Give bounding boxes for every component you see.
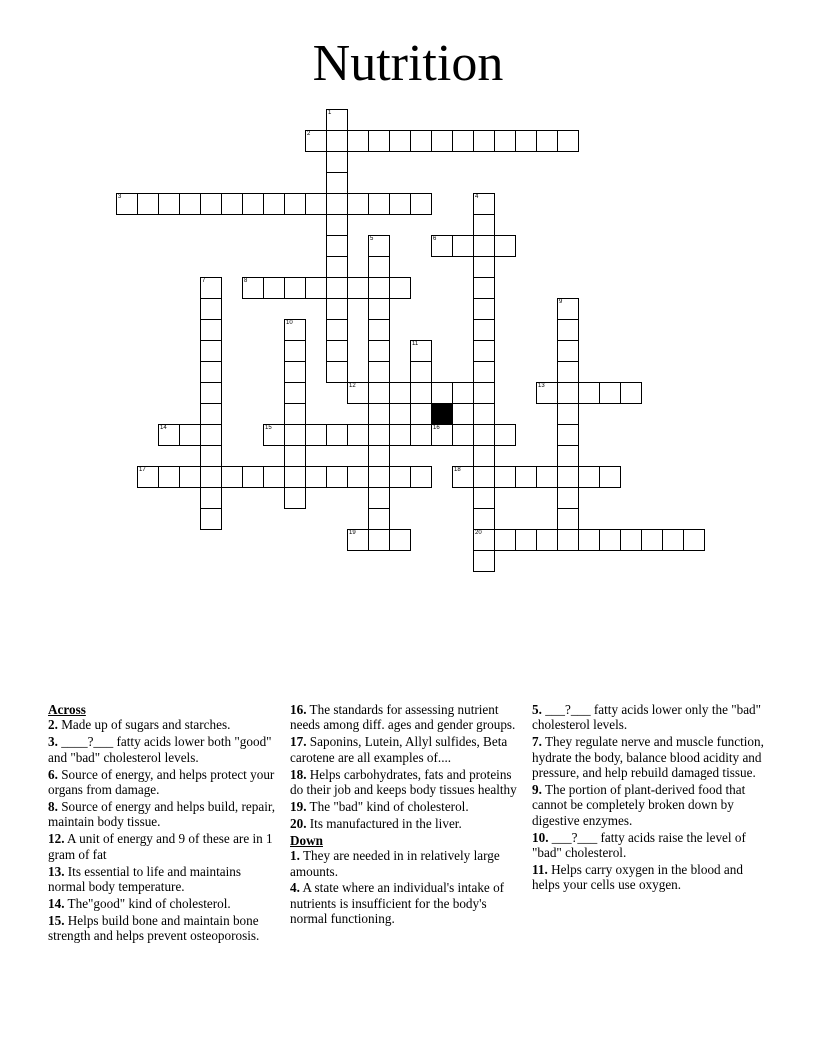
grid-cell[interactable] bbox=[389, 529, 411, 551]
grid-cell[interactable] bbox=[368, 361, 390, 383]
clue-number-17: 17 bbox=[139, 467, 146, 473]
grid-cell[interactable] bbox=[620, 529, 642, 551]
grid-cell[interactable] bbox=[536, 382, 558, 404]
grid-cell[interactable] bbox=[473, 340, 495, 362]
grid-cell[interactable] bbox=[620, 382, 642, 404]
grid-cell[interactable] bbox=[368, 424, 390, 446]
grid-cell[interactable] bbox=[284, 403, 306, 425]
clue-text: Made up of sugars and starches. bbox=[57, 717, 231, 733]
grid-cell[interactable] bbox=[473, 529, 495, 551]
grid-cell[interactable] bbox=[557, 361, 579, 383]
grid-cell[interactable] bbox=[410, 193, 432, 215]
grid-cell[interactable] bbox=[200, 340, 222, 362]
clue-text: The"good" kind of cholesterol. bbox=[64, 895, 231, 911]
grid-cell[interactable] bbox=[242, 277, 264, 299]
grid-cell[interactable] bbox=[494, 466, 516, 488]
clue-number: 19. bbox=[290, 798, 307, 814]
grid-cell[interactable] bbox=[389, 130, 411, 152]
clue-number-5: 5 bbox=[370, 236, 374, 242]
clue-text: The portion of plant-derived food that cannot be completely broken down by digestive enzymes. bbox=[532, 782, 746, 828]
grid-cell[interactable] bbox=[494, 424, 516, 446]
clue-number: 6. bbox=[48, 766, 58, 782]
grid-cell[interactable] bbox=[473, 550, 495, 572]
grid-cell[interactable] bbox=[473, 466, 495, 488]
clue-number: 1. bbox=[290, 848, 300, 864]
clue-number-10: 10 bbox=[286, 320, 293, 326]
grid-cell[interactable] bbox=[200, 382, 222, 404]
clue-text: Saponins, Lutein, Allyl sulfides, Beta carotene are all examples of.... bbox=[290, 734, 508, 765]
down-clue-4 bbox=[290, 880, 522, 926]
grid-cell[interactable] bbox=[284, 445, 306, 467]
clue-number-15: 15 bbox=[265, 425, 272, 431]
across-clue-6 bbox=[48, 767, 280, 798]
grid-cell[interactable] bbox=[305, 424, 327, 446]
clue-number-9: 9 bbox=[559, 299, 563, 305]
grid-cell[interactable] bbox=[473, 193, 495, 215]
grid-cell[interactable] bbox=[473, 214, 495, 236]
grid-cell[interactable] bbox=[347, 193, 369, 215]
grid-cell[interactable] bbox=[641, 529, 663, 551]
grid-cell[interactable] bbox=[410, 424, 432, 446]
grid-cell[interactable] bbox=[473, 445, 495, 467]
grid-cell[interactable] bbox=[599, 529, 621, 551]
clue-number: 12. bbox=[48, 831, 65, 847]
down-clue-list bbox=[290, 848, 522, 927]
across-clue-list-continued bbox=[290, 702, 522, 831]
clue-number: 9. bbox=[532, 782, 542, 798]
grid-cell[interactable] bbox=[536, 130, 558, 152]
clue-number: 11. bbox=[532, 862, 548, 878]
grid-cell[interactable] bbox=[242, 466, 264, 488]
grid-cell[interactable] bbox=[452, 424, 474, 446]
grid-cell[interactable] bbox=[200, 277, 222, 299]
grid-cell[interactable] bbox=[473, 319, 495, 341]
down-clue-9 bbox=[532, 782, 768, 828]
grid-cell[interactable] bbox=[221, 466, 243, 488]
grid-cell[interactable] bbox=[326, 319, 348, 341]
grid-cell[interactable] bbox=[431, 382, 453, 404]
clue-text: The standards for assessing nutrient needs among diff. ages and gender groups. bbox=[290, 702, 516, 733]
grid-cell[interactable] bbox=[263, 466, 285, 488]
grid-cell[interactable] bbox=[473, 403, 495, 425]
grid-cell[interactable] bbox=[368, 193, 390, 215]
grid-cell[interactable] bbox=[263, 277, 285, 299]
grid-cell[interactable] bbox=[368, 445, 390, 467]
grid-cell[interactable] bbox=[200, 466, 222, 488]
clue-text: The "bad" kind of cholesterol. bbox=[306, 798, 469, 814]
across-clue-18 bbox=[290, 767, 522, 798]
grid-cell[interactable] bbox=[305, 277, 327, 299]
grid-cell[interactable] bbox=[326, 109, 348, 131]
grid-cell[interactable] bbox=[347, 130, 369, 152]
grid-cell[interactable] bbox=[305, 130, 327, 152]
grid-cell[interactable] bbox=[452, 382, 474, 404]
grid-cell[interactable] bbox=[368, 529, 390, 551]
across-clue-17 bbox=[290, 734, 522, 765]
clue-number: 15. bbox=[48, 912, 65, 928]
grid-cell[interactable] bbox=[179, 466, 201, 488]
grid-cell[interactable] bbox=[389, 193, 411, 215]
clue-text: A unit of energy and 9 of these are in 1 gram of fat bbox=[48, 831, 273, 862]
down-clue-list-continued bbox=[532, 702, 768, 893]
grid-cell[interactable] bbox=[494, 130, 516, 152]
grid-cell[interactable] bbox=[410, 466, 432, 488]
grid-cell[interactable] bbox=[683, 529, 705, 551]
grid-cell[interactable] bbox=[326, 172, 348, 194]
clue-text: Helps build bone and maintain bone strength and helps prevent osteoporosis. bbox=[48, 912, 260, 944]
clue-text: ___?___ fatty acids raise the level of "bad" cholesterol. bbox=[532, 829, 746, 861]
grid-cell[interactable] bbox=[536, 529, 558, 551]
grid-cell[interactable] bbox=[200, 403, 222, 425]
across-clue-16 bbox=[290, 702, 522, 733]
grid-cell[interactable] bbox=[326, 277, 348, 299]
grid-cell[interactable] bbox=[578, 466, 600, 488]
grid-cell[interactable] bbox=[179, 424, 201, 446]
grid-cell[interactable] bbox=[368, 277, 390, 299]
grid-cell[interactable] bbox=[326, 256, 348, 278]
grid-cell[interactable] bbox=[347, 529, 369, 551]
grid-cell[interactable] bbox=[494, 235, 516, 257]
grid-cell[interactable] bbox=[368, 487, 390, 509]
clue-number-6: 6 bbox=[433, 236, 437, 242]
grid-cell[interactable] bbox=[158, 193, 180, 215]
clue-number: 8. bbox=[48, 798, 58, 814]
across-clue-19 bbox=[290, 799, 522, 814]
grid-cell[interactable] bbox=[368, 382, 390, 404]
grid-cell[interactable] bbox=[305, 193, 327, 215]
grid-cell[interactable] bbox=[536, 466, 558, 488]
grid-cell[interactable] bbox=[515, 130, 537, 152]
across-clue-14 bbox=[48, 896, 280, 911]
grid-cell[interactable] bbox=[599, 466, 621, 488]
grid-cell[interactable] bbox=[179, 193, 201, 215]
grid-cell[interactable] bbox=[200, 193, 222, 215]
down-clue-11 bbox=[532, 862, 768, 893]
page-title: Nutrition bbox=[312, 35, 504, 92]
grid-cell[interactable] bbox=[347, 466, 369, 488]
grid-cell[interactable] bbox=[368, 319, 390, 341]
grid-cell[interactable] bbox=[368, 235, 390, 257]
grid-cell[interactable] bbox=[326, 340, 348, 362]
clue-number: 16. bbox=[290, 702, 307, 717]
clue-text: They regulate nerve and muscle function, hydrate the body, balance blood acidity and pressure, and help rebuild damaged tissue. bbox=[532, 734, 764, 781]
clue-number: 18. bbox=[290, 766, 307, 782]
clue-text: Its manufactured in the liver. bbox=[306, 815, 462, 831]
grid-cell[interactable] bbox=[137, 466, 159, 488]
grid-cell[interactable] bbox=[242, 193, 264, 215]
grid-cell[interactable] bbox=[347, 424, 369, 446]
grid-cell[interactable] bbox=[368, 466, 390, 488]
grid-cell[interactable] bbox=[347, 382, 369, 404]
grid-cell[interactable] bbox=[557, 403, 579, 425]
grid-cell[interactable] bbox=[557, 466, 579, 488]
clue-text: A state where an individual's intake of nutrients is insufficient for the body's normal functioning. bbox=[290, 880, 505, 927]
grid-cell[interactable] bbox=[389, 382, 411, 404]
down-clue-10 bbox=[532, 830, 768, 861]
grid-cell[interactable] bbox=[473, 508, 495, 530]
grid-cell[interactable] bbox=[557, 298, 579, 320]
grid-cell[interactable] bbox=[473, 256, 495, 278]
clue-number: 13. bbox=[48, 863, 65, 879]
clue-number-14: 14 bbox=[160, 425, 167, 431]
grid-cell[interactable] bbox=[347, 277, 369, 299]
clue-text: Source of energy, and helps protect your organs from damage. bbox=[48, 766, 275, 798]
grid-cell[interactable] bbox=[452, 466, 474, 488]
clues-column-2 bbox=[290, 702, 522, 928]
clue-text: Helps carry oxygen in the blood and helps your cells use oxygen. bbox=[532, 862, 743, 893]
grid-cell[interactable] bbox=[473, 361, 495, 383]
grid-cell[interactable] bbox=[368, 298, 390, 320]
grid-cell[interactable] bbox=[389, 424, 411, 446]
down-clue-1 bbox=[290, 848, 522, 879]
grid-cell[interactable] bbox=[452, 235, 474, 257]
grid-cell[interactable] bbox=[515, 529, 537, 551]
grid-cell[interactable] bbox=[557, 130, 579, 152]
grid-cell[interactable] bbox=[389, 277, 411, 299]
grid-cell[interactable] bbox=[557, 319, 579, 341]
grid-cell[interactable] bbox=[473, 424, 495, 446]
grid-cell[interactable] bbox=[473, 382, 495, 404]
grid-cell[interactable] bbox=[326, 193, 348, 215]
grid-cell[interactable] bbox=[158, 424, 180, 446]
grid-cell[interactable] bbox=[557, 529, 579, 551]
across-clue-15 bbox=[48, 913, 280, 944]
grid-cell[interactable] bbox=[557, 445, 579, 467]
grid-cell[interactable] bbox=[368, 508, 390, 530]
across-clue-list bbox=[48, 717, 280, 943]
grid-cell[interactable] bbox=[326, 214, 348, 236]
clues-column-1 bbox=[48, 702, 280, 945]
clue-number-7: 7 bbox=[202, 278, 206, 284]
clue-number-8: 8 bbox=[244, 278, 248, 284]
black-square bbox=[431, 403, 453, 425]
grid-cell[interactable] bbox=[557, 424, 579, 446]
clue-number: 5. bbox=[532, 702, 542, 717]
clue-number: 17. bbox=[290, 734, 307, 750]
clue-number-16: 16 bbox=[433, 425, 440, 431]
grid-cell[interactable] bbox=[284, 340, 306, 362]
grid-cell[interactable] bbox=[368, 256, 390, 278]
grid-cell[interactable] bbox=[389, 466, 411, 488]
across-clue-3 bbox=[48, 734, 280, 765]
grid-cell[interactable] bbox=[599, 382, 621, 404]
grid-cell[interactable] bbox=[473, 277, 495, 299]
grid-cell[interactable] bbox=[662, 529, 684, 551]
grid-cell[interactable] bbox=[410, 130, 432, 152]
clue-number-12: 12 bbox=[349, 383, 356, 389]
grid-cell[interactable] bbox=[200, 445, 222, 467]
grid-cell[interactable] bbox=[557, 508, 579, 530]
clue-number-3: 3 bbox=[118, 194, 122, 200]
grid-cell[interactable] bbox=[284, 424, 306, 446]
grid-cell[interactable] bbox=[557, 340, 579, 362]
grid-cell[interactable] bbox=[578, 382, 600, 404]
clue-number-2: 2 bbox=[307, 131, 311, 137]
clue-number: 20. bbox=[290, 815, 307, 831]
across-clue-8 bbox=[48, 799, 280, 830]
clue-number: 10. bbox=[532, 829, 549, 845]
across-clue-2 bbox=[48, 717, 280, 732]
clue-text: Helps carbohydrates, fats and proteins do their job and keeps body tissues healthy bbox=[290, 766, 517, 798]
clue-text: They are needed in in relatively large amounts. bbox=[290, 848, 500, 879]
grid-cell[interactable] bbox=[200, 319, 222, 341]
grid-cell[interactable] bbox=[473, 235, 495, 257]
grid-cell[interactable] bbox=[284, 277, 306, 299]
grid-cell[interactable] bbox=[284, 319, 306, 341]
grid-cell[interactable] bbox=[473, 487, 495, 509]
grid-cell[interactable] bbox=[326, 151, 348, 173]
across-clue-13 bbox=[48, 864, 280, 895]
grid-cell[interactable] bbox=[410, 340, 432, 362]
grid-cell[interactable] bbox=[284, 382, 306, 404]
clue-number-19: 19 bbox=[349, 530, 356, 536]
clue-text: ___?___ fatty acids lower only the "bad" cholesterol levels. bbox=[532, 702, 762, 733]
grid-cell[interactable] bbox=[431, 235, 453, 257]
grid-cell[interactable] bbox=[221, 193, 243, 215]
grid-cell[interactable] bbox=[431, 130, 453, 152]
grid-cell[interactable] bbox=[578, 529, 600, 551]
grid-cell[interactable] bbox=[200, 424, 222, 446]
clue-number: 14. bbox=[48, 895, 65, 911]
clue-number-11: 11 bbox=[412, 341, 419, 347]
grid-cell[interactable] bbox=[410, 361, 432, 383]
grid-cell[interactable] bbox=[557, 382, 579, 404]
across-clue-12 bbox=[48, 831, 280, 862]
grid-cell[interactable] bbox=[515, 466, 537, 488]
grid-cell[interactable] bbox=[557, 487, 579, 509]
grid-cell[interactable] bbox=[200, 508, 222, 530]
grid-cell[interactable] bbox=[494, 529, 516, 551]
grid-cell[interactable] bbox=[368, 340, 390, 362]
clue-number-20: 20 bbox=[475, 530, 482, 536]
clue-number: 2. bbox=[48, 717, 58, 733]
grid-cell[interactable] bbox=[410, 403, 432, 425]
clue-number-1: 1 bbox=[328, 110, 332, 116]
across-header: Across bbox=[48, 702, 86, 717]
grid-cell[interactable] bbox=[431, 424, 453, 446]
grid-cell[interactable] bbox=[284, 193, 306, 215]
grid-cell[interactable] bbox=[200, 298, 222, 320]
clues-column-3 bbox=[532, 702, 768, 894]
down-header: Down bbox=[290, 832, 323, 848]
grid-cell[interactable] bbox=[284, 487, 306, 509]
clue-number: 3. bbox=[48, 734, 58, 750]
grid-cell[interactable] bbox=[452, 130, 474, 152]
grid-cell[interactable] bbox=[305, 466, 327, 488]
clue-number-18: 18 bbox=[454, 467, 461, 473]
grid-cell[interactable] bbox=[368, 403, 390, 425]
grid-cell[interactable] bbox=[137, 193, 159, 215]
grid-cell[interactable] bbox=[326, 298, 348, 320]
down-clue-5 bbox=[532, 702, 768, 733]
grid-cell[interactable] bbox=[473, 130, 495, 152]
grid-cell[interactable] bbox=[284, 466, 306, 488]
grid-cell[interactable] bbox=[263, 193, 285, 215]
grid-cell[interactable] bbox=[158, 466, 180, 488]
across-clue-20 bbox=[290, 816, 522, 831]
grid-cell[interactable] bbox=[410, 382, 432, 404]
grid-cell[interactable] bbox=[326, 235, 348, 257]
clue-text: Its essential to life and maintains normal body temperature. bbox=[48, 863, 242, 894]
grid-cell[interactable] bbox=[326, 361, 348, 383]
down-clue-7 bbox=[532, 734, 768, 780]
grid-cell[interactable] bbox=[326, 130, 348, 152]
clue-text: Source of energy and helps build, repair, maintain body tissue. bbox=[48, 798, 276, 830]
clue-text: ____?___ fatty acids lower both "good" and "bad" cholesterol levels. bbox=[48, 734, 272, 765]
grid-cell[interactable] bbox=[326, 424, 348, 446]
clue-number: 7. bbox=[532, 734, 542, 750]
grid-cell[interactable] bbox=[200, 361, 222, 383]
grid-cell[interactable] bbox=[284, 361, 306, 383]
grid-cell[interactable] bbox=[263, 424, 285, 446]
grid-cell[interactable] bbox=[473, 298, 495, 320]
grid-cell[interactable] bbox=[368, 130, 390, 152]
grid-cell[interactable] bbox=[200, 487, 222, 509]
clue-number: 4. bbox=[290, 880, 300, 896]
clue-number-13: 13 bbox=[538, 383, 545, 389]
grid-cell[interactable] bbox=[116, 193, 138, 215]
clue-number-4: 4 bbox=[475, 194, 479, 200]
grid-cell[interactable] bbox=[326, 466, 348, 488]
